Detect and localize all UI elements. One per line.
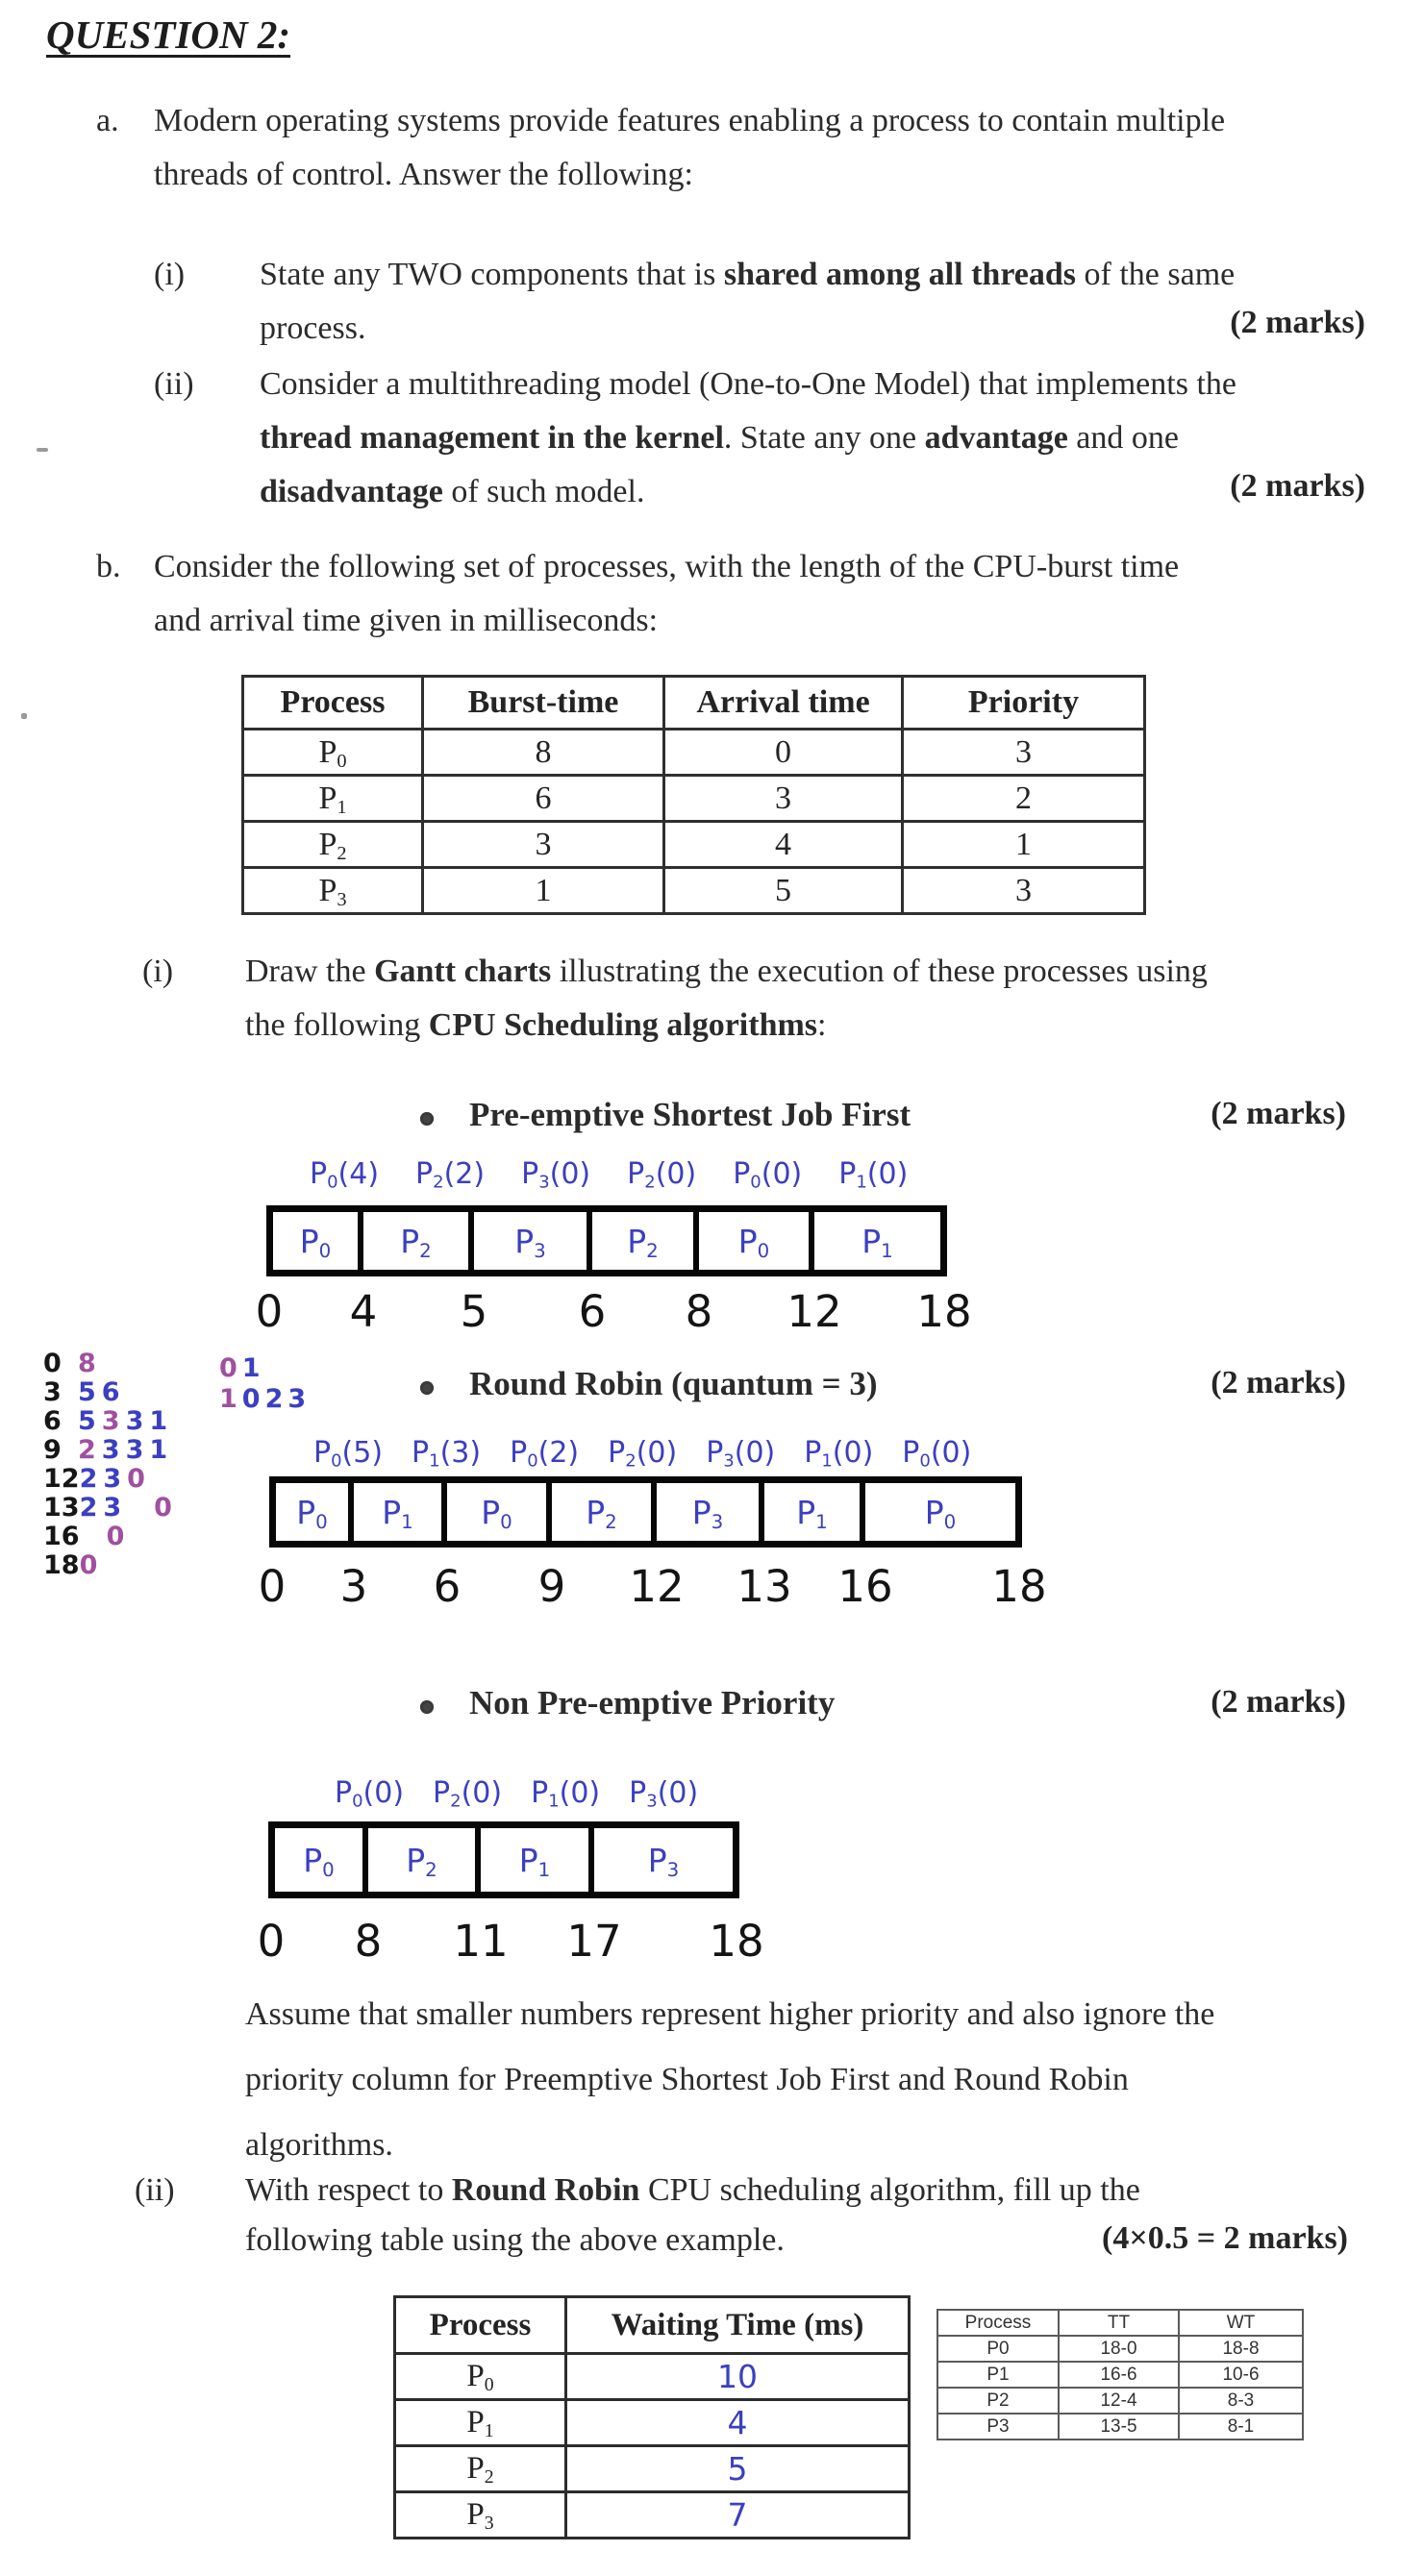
process-table	[241, 675, 1146, 915]
remaining-burst-annotation: $P_1(3)$	[412, 1436, 482, 1472]
margin-digit: 2	[79, 1464, 98, 1494]
table-cell: 0	[664, 730, 903, 776]
gantt-segment-label: $P_1$	[861, 1222, 893, 1262]
text-line: thread management in the kernel. State any one advantage and one	[260, 420, 1179, 456]
gantt-segment-label: $P_3$	[514, 1222, 546, 1262]
column-header: Waiting Time (ms)	[566, 2297, 910, 2354]
margin-time-label: 18	[43, 1550, 80, 1580]
marks-npp: (2 marks)	[1211, 1684, 1346, 1720]
remaining-burst-annotation: $P_0(4)$	[310, 1157, 380, 1193]
assume-text	[245, 1982, 1380, 2178]
item-b-i	[142, 945, 1373, 1053]
remaining-burst-annotation: $P_1(0)$	[804, 1436, 874, 1472]
gantt-segment-label: $P_2$	[627, 1222, 659, 1262]
table-cell: 4	[566, 2400, 910, 2446]
bullet-sjf-row	[0, 1096, 1423, 1146]
gantt-tick-label: 12	[629, 1561, 685, 1612]
table-cell: $P_3$	[243, 868, 423, 914]
gantt-segment	[592, 1212, 699, 1270]
table-row	[395, 2446, 910, 2492]
gantt-segment	[594, 1828, 733, 1892]
margin-digit: 1	[241, 1353, 261, 1383]
text-line: Consider a multithreading model (One-to-One Model) that implements the	[260, 366, 1236, 402]
bullet-rr-row	[0, 1365, 1423, 1415]
margin-digit: 3	[287, 1384, 307, 1414]
item-a-ii-label: (ii)	[154, 366, 194, 402]
table-cell: 5	[664, 868, 903, 914]
table-row	[937, 2362, 1303, 2388]
table-cell: 8-3	[1179, 2388, 1303, 2414]
table-cell: $P_0$	[243, 730, 423, 776]
gantt-tick-label: 18	[991, 1561, 1047, 1612]
margin-digit: 3	[125, 1435, 144, 1465]
table-cell: 3	[664, 776, 903, 822]
remaining-burst-annotation: $P_3(0)$	[706, 1436, 776, 1472]
gantt-tick-label: 3	[339, 1561, 368, 1612]
remaining-burst-annotation: $P_0(2)$	[510, 1436, 580, 1472]
text-line: With respect to Round Robin CPU scheduling algorithm, fill up the	[245, 2172, 1140, 2208]
remaining-burst-annotation: $P_3(0)$	[521, 1157, 591, 1193]
section-b-label: b.	[96, 549, 121, 584]
text-line: Assume that smaller numbers represent higher priority and also ignore the	[245, 1996, 1215, 2032]
section-b-text	[154, 540, 1385, 648]
margin-digit: 6	[101, 1377, 120, 1407]
table-cell: 13-5	[1059, 2414, 1179, 2440]
table-cell: 3	[903, 868, 1145, 914]
remaining-burst-annotation: $P_0(0)$	[733, 1157, 803, 1193]
remaining-burst-annotation: $P_3(0)$	[629, 1776, 699, 1812]
margin-time-label: 12	[43, 1464, 80, 1494]
gantt-tick-label: 6	[433, 1561, 462, 1612]
gantt-tick-label: 13	[736, 1561, 792, 1612]
margin-work-row	[43, 1494, 178, 1523]
margin-digit: 0	[79, 1550, 98, 1580]
table-cell: P2	[937, 2388, 1059, 2414]
item-a-i-label: (i)	[154, 257, 186, 292]
table-cell: $P_3$	[395, 2492, 566, 2539]
text-line: priority column for Preemptive Shortest Job First and Round Robin	[245, 2062, 1129, 2097]
text-line: following table using the above example.	[245, 2222, 785, 2258]
table-cell: $P_0$	[395, 2354, 566, 2400]
text-line: Consider the following set of processes, with the length of the CPU-burst time	[154, 549, 1180, 584]
margin-work-row	[43, 1523, 178, 1551]
table-cell: 12-4	[1059, 2388, 1179, 2414]
table-header-row	[243, 677, 1145, 730]
remaining-burst-annotation: $P_2(0)$	[433, 1776, 503, 1812]
remaining-burst-annotation: $P_0(0)$	[902, 1436, 972, 1472]
scan-artifact	[37, 448, 48, 452]
margin-digit: 0	[127, 1464, 145, 1494]
gantt-tick-label: 17	[566, 1916, 622, 1967]
marks-a-i: (2 marks)	[1230, 305, 1365, 340]
margin-digit: 2	[79, 1493, 98, 1523]
table-cell: 7	[566, 2492, 910, 2539]
remaining-burst-annotation: $P_1(0)$	[531, 1776, 601, 1812]
gantt-segment-label: $P_3$	[647, 1841, 680, 1881]
marks-b-ii: (4×0.5 = 2 marks)	[1102, 2220, 1348, 2256]
gantt-segment	[447, 1483, 552, 1541]
gantt-tick-label: 18	[709, 1916, 764, 1967]
rr-annotations	[313, 1436, 971, 1470]
table-cell: 3	[423, 822, 664, 868]
item-b-i-text	[245, 945, 1373, 1053]
margin-digit: 3	[103, 1464, 122, 1494]
section-b-paragraph	[96, 540, 1385, 648]
margin-digit: 0	[219, 1353, 237, 1383]
column-header: Priority	[903, 677, 1145, 730]
bullet-icon	[420, 1700, 434, 1714]
section-a-paragraph	[96, 94, 1413, 202]
gantt-segment-label: $P_3$	[691, 1493, 724, 1533]
remaining-burst-annotation: $P_1(0)$	[838, 1157, 909, 1193]
table-row	[243, 868, 1145, 914]
item-b-ii-label: (ii)	[135, 2172, 175, 2208]
margin-digit: 0	[106, 1522, 125, 1551]
text-line: algorithms.	[245, 2127, 393, 2163]
gantt-segment-label: $P_1$	[796, 1493, 828, 1533]
table-cell: $P_1$	[395, 2400, 566, 2446]
margin-digit: 5	[78, 1377, 96, 1407]
gantt-tick-label: 8	[354, 1916, 383, 1967]
gantt-segment-label: $P_0$	[737, 1222, 770, 1262]
gantt-tick-label: 11	[453, 1916, 509, 1967]
text-line: threads of control. Answer the following:	[154, 157, 693, 192]
gantt-segment	[363, 1212, 474, 1270]
text-line: the following CPU Scheduling algorithms:	[245, 1007, 827, 1043]
table-cell: 8	[423, 730, 664, 776]
sjf-gantt-chart	[266, 1205, 947, 1276]
column-header: Burst-time	[423, 677, 664, 730]
margin-digit: 3	[125, 1406, 144, 1436]
gantt-segment	[552, 1483, 657, 1541]
margin-digit: 0	[241, 1384, 261, 1414]
table-row	[395, 2492, 910, 2539]
margin-time-label: 3	[43, 1377, 62, 1407]
table-row	[243, 730, 1145, 776]
marks-sjf: (2 marks)	[1211, 1096, 1346, 1131]
table-cell: P1	[937, 2362, 1059, 2388]
text-line: process.	[260, 310, 366, 346]
gantt-segment	[275, 1828, 368, 1892]
rr-gantt-ticks	[258, 1561, 1047, 1612]
margin-work-row	[43, 1551, 178, 1580]
margin-work-row	[43, 1436, 178, 1465]
gantt-tick-label: 0	[258, 1561, 287, 1612]
gantt-tick-label: 18	[916, 1286, 972, 1337]
bullet-icon	[420, 1112, 434, 1126]
table-row	[243, 822, 1145, 868]
section-a-label: a.	[96, 103, 119, 138]
margin-digit: 1	[149, 1435, 168, 1465]
text-line: State any TWO components that is shared among all threads of the same	[260, 257, 1236, 292]
scan-artifact	[21, 713, 27, 719]
marks-rr: (2 marks)	[1211, 1365, 1346, 1400]
bullet-npp-row	[0, 1684, 1423, 1734]
margin-time-label: 16	[43, 1522, 80, 1551]
column-header: WT	[1179, 2310, 1303, 2336]
npp-gantt-chart	[268, 1821, 739, 1898]
sjf-gantt-ticks	[255, 1286, 972, 1337]
gantt-segment-label: $P_1$	[382, 1493, 413, 1533]
gantt-segment	[657, 1483, 764, 1541]
table-row	[243, 776, 1145, 822]
table-cell: 10-6	[1179, 2362, 1303, 2388]
item-b-ii	[135, 2166, 1348, 2266]
margin-digit: 8	[78, 1349, 96, 1378]
margin-digit: 1	[149, 1406, 168, 1436]
table-cell: 18-8	[1179, 2336, 1303, 2362]
column-header: Process	[937, 2310, 1059, 2336]
table-cell: 8-1	[1179, 2414, 1303, 2440]
text-line: and arrival time given in milliseconds:	[154, 603, 659, 638]
remaining-burst-annotation: $P_0(0)$	[335, 1776, 405, 1812]
column-header: Process	[395, 2297, 566, 2354]
section-a-text	[154, 94, 1413, 202]
table-header-row	[395, 2297, 910, 2354]
remaining-burst-annotation: $P_0(5)$	[313, 1436, 384, 1472]
rr-gantt-chart	[269, 1476, 1022, 1548]
margin-time-label: 9	[43, 1435, 62, 1465]
table-cell: $P_1$	[243, 776, 423, 822]
table-cell: 1	[423, 868, 664, 914]
remaining-burst-annotation: $P_2(0)$	[627, 1157, 697, 1193]
gantt-segment	[699, 1212, 814, 1270]
table-header-row	[937, 2310, 1303, 2336]
margin-time-label: 13	[43, 1493, 80, 1523]
margin-digit: 2	[264, 1384, 284, 1414]
margin-digit: 3	[101, 1435, 120, 1465]
item-a-ii	[154, 358, 1365, 519]
table-row	[937, 2336, 1303, 2362]
table-row	[937, 2414, 1303, 2440]
table-cell: 18-0	[1059, 2336, 1179, 2362]
gantt-segment	[474, 1212, 592, 1270]
gantt-segment-label: $P_1$	[518, 1841, 551, 1881]
gantt-segment-label: $P_0$	[481, 1493, 512, 1533]
text-line: disadvantage of such model.	[260, 474, 645, 509]
item-a-ii-text	[260, 358, 1365, 519]
item-a-i	[154, 248, 1365, 356]
table-cell: 5	[566, 2446, 910, 2492]
margin-time-label: 6	[43, 1406, 62, 1436]
margin-digit: 5	[78, 1406, 96, 1436]
question-heading: QUESTION 2:	[46, 12, 290, 57]
gantt-tick-label: 0	[257, 1916, 286, 1967]
gantt-segment	[764, 1483, 865, 1541]
margin-digit: 3	[103, 1493, 122, 1523]
text-line: Modern operating systems provide features enabling a process to contain multiple	[154, 103, 1226, 138]
table-cell: 4	[664, 822, 903, 868]
table-cell: 1	[903, 822, 1145, 868]
bullet-icon	[420, 1381, 434, 1395]
tt-wt-table	[936, 2309, 1304, 2440]
table-cell: P0	[937, 2336, 1059, 2362]
gantt-segment	[814, 1212, 940, 1270]
table-row	[395, 2400, 910, 2446]
gantt-tick-label: 9	[537, 1561, 566, 1612]
table-cell: 10	[566, 2354, 910, 2400]
table-cell: 2	[903, 776, 1145, 822]
gantt-tick-label: 6	[578, 1286, 607, 1337]
gantt-segment-label: $P_2$	[586, 1493, 617, 1533]
gantt-segment	[276, 1483, 354, 1541]
gantt-segment	[481, 1828, 594, 1892]
gantt-segment-label: $P_0$	[303, 1841, 335, 1881]
table-cell: $P_2$	[395, 2446, 566, 2492]
margin-digit: 2	[78, 1435, 96, 1465]
text-line: Draw the Gantt charts illustrating the execution of these processes using	[245, 954, 1208, 989]
gantt-tick-label: 12	[786, 1286, 842, 1337]
gantt-segment-label: $P_0$	[924, 1493, 957, 1533]
bullet-npp-title: Non Pre-emptive Priority	[469, 1684, 836, 1721]
remaining-burst-annotation: $P_2(2)$	[415, 1157, 486, 1193]
item-a-i-text	[260, 248, 1365, 356]
bullet-sjf-title: Pre-emptive Shortest Job First	[469, 1096, 911, 1133]
table-cell: 6	[423, 776, 664, 822]
table-cell: 16-6	[1059, 2362, 1179, 2388]
gantt-tick-label: 5	[460, 1286, 488, 1337]
remaining-burst-annotation: $P_2(0)$	[608, 1436, 678, 1472]
gantt-segment	[273, 1212, 363, 1270]
margin-time-label: 0	[43, 1349, 62, 1378]
gantt-tick-label: 4	[349, 1286, 378, 1337]
gantt-segment-label: $P_2$	[406, 1841, 437, 1881]
margin-digit: 3	[101, 1406, 120, 1436]
gantt-tick-label: 16	[837, 1561, 893, 1612]
margin-digit: 0	[154, 1493, 172, 1523]
column-header: Arrival time	[664, 677, 903, 730]
sjf-annotations	[310, 1157, 908, 1191]
column-header: TT	[1059, 2310, 1179, 2336]
waiting-time-table	[393, 2295, 911, 2539]
npp-gantt-ticks	[257, 1916, 764, 1967]
gantt-segment-label: $P_0$	[296, 1493, 328, 1533]
gantt-segment-label: $P_2$	[400, 1222, 432, 1262]
column-header: Process	[243, 677, 423, 730]
gantt-segment	[354, 1483, 447, 1541]
gantt-tick-label: 8	[685, 1286, 713, 1337]
gantt-tick-label: 0	[255, 1286, 284, 1337]
marks-a-ii: (2 marks)	[1230, 468, 1365, 504]
gantt-segment	[865, 1483, 1015, 1541]
table-cell: P3	[937, 2414, 1059, 2440]
assume-paragraph	[245, 1982, 1380, 2178]
item-b-i-label: (i)	[142, 954, 174, 989]
npp-annotations	[335, 1776, 698, 1810]
table-row	[937, 2388, 1303, 2414]
bullet-rr-title: Round Robin (quantum = 3)	[469, 1365, 878, 1402]
table-cell: 3	[903, 730, 1145, 776]
table-cell: $P_2$	[243, 822, 423, 868]
table-row	[395, 2354, 910, 2400]
gantt-segment-label: $P_0$	[299, 1222, 332, 1262]
margin-work-row	[43, 1465, 178, 1494]
margin-digit: 1	[219, 1384, 237, 1414]
gantt-segment	[368, 1828, 481, 1892]
